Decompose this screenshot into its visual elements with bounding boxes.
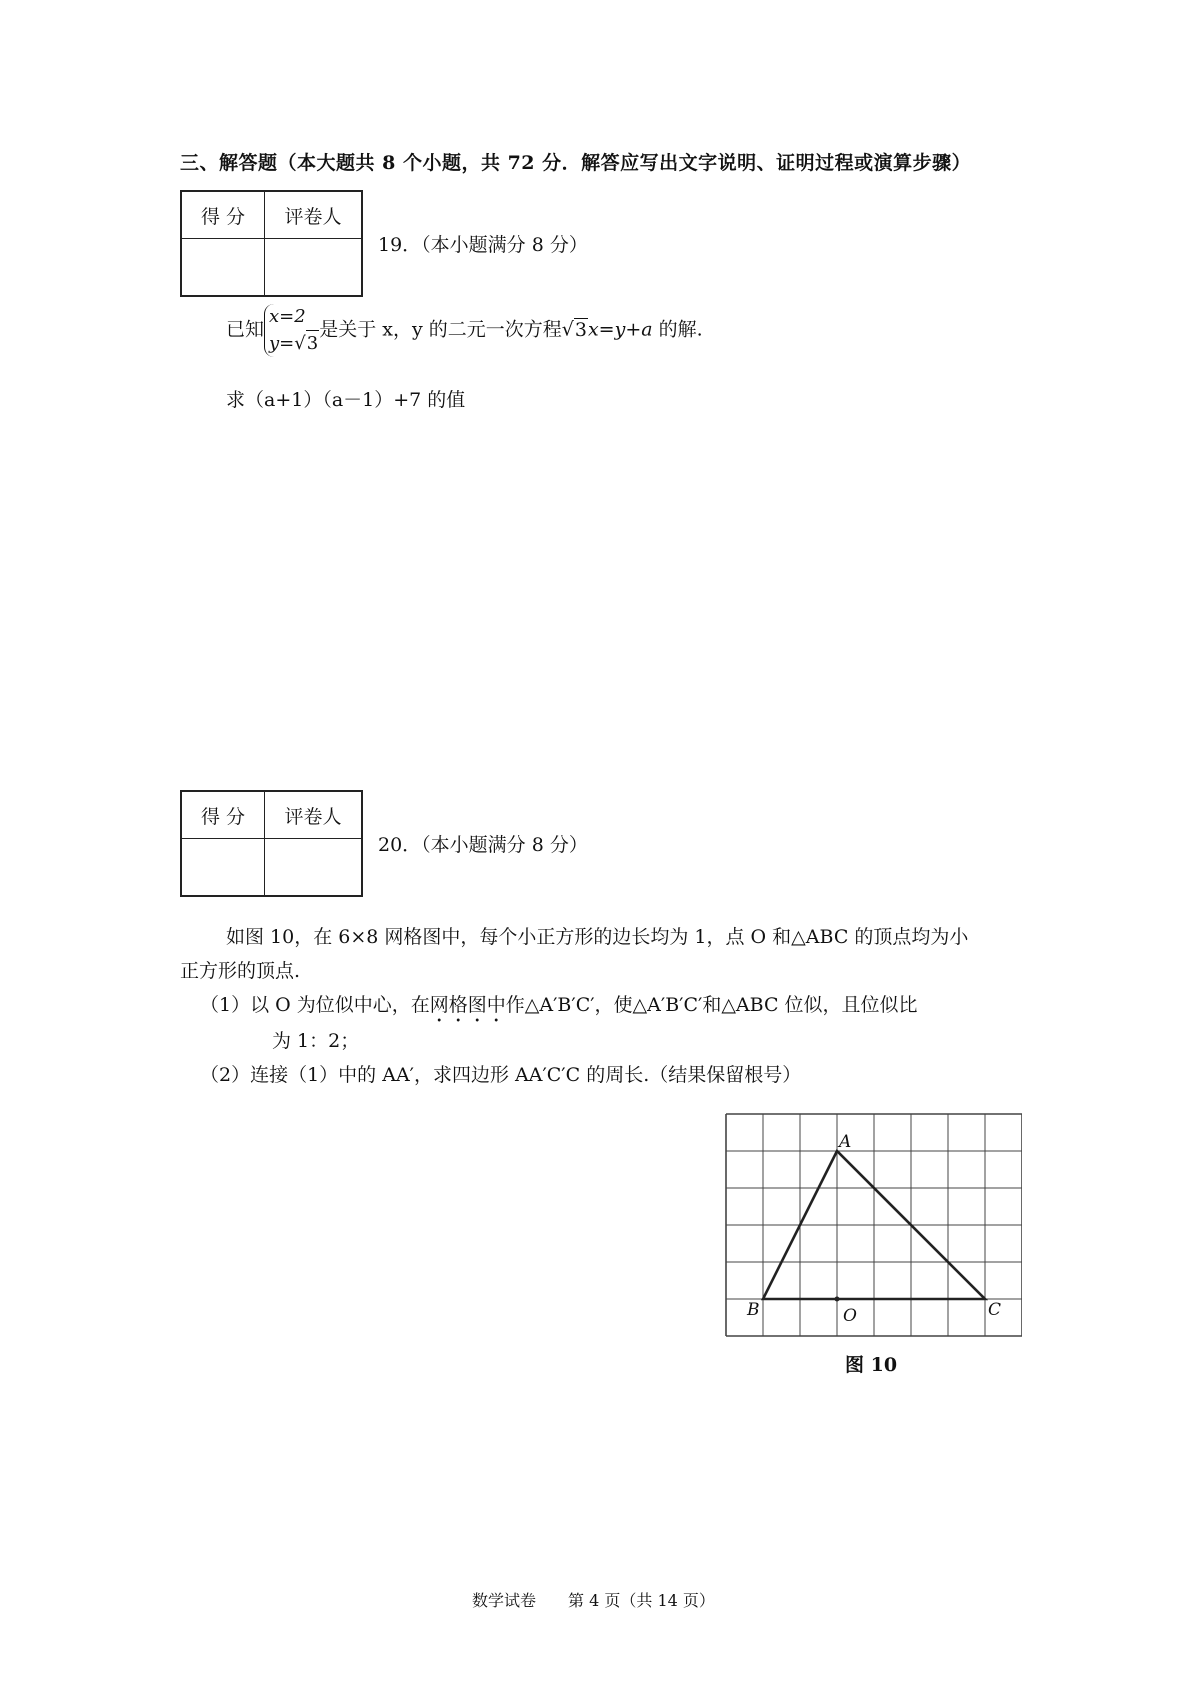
question-20-intro-line-2: 正方形的顶点. xyxy=(180,960,301,982)
known-prefix: 已知 xyxy=(226,318,265,341)
grader-cell[interactable] xyxy=(265,239,363,297)
label-a: A xyxy=(839,1132,852,1152)
equation-system xyxy=(264,304,319,357)
grader-label: 评卷人 xyxy=(265,791,363,839)
grader-cell[interactable] xyxy=(265,839,363,897)
score-cell[interactable] xyxy=(181,839,265,897)
question-19-header: 19．（本小题满分 8 分） xyxy=(378,234,588,256)
question-20-part-1: （1）以 O 为位似中心，在网格图中作△A′B′C′，使△A′B′C′和△ABC 位似，且位似比 xyxy=(200,994,918,1016)
label-c: C xyxy=(988,1300,1002,1320)
score-label: 得 分 xyxy=(181,791,265,839)
score-box-20 xyxy=(180,790,363,897)
sys-line-2: y=√3 xyxy=(269,333,319,354)
eq-radicand: 3 xyxy=(574,318,587,341)
question-20-intro-line-1: 如图 10，在 6×8 网格图中，每个小正方形的边长均为 1，点 O 和△ABC 的顶点均为小 xyxy=(226,926,969,948)
question-20-part-1-line-2: 为 1：2； xyxy=(272,1030,360,1052)
question-20-part-2: （2）连接（1）中的 AA′，求四边形 AA′C′C 的周长.（结果保留根号） xyxy=(200,1064,802,1086)
sys-line-1: x=2 xyxy=(269,306,306,327)
question-19-statement: 已知x=2 y=√3是关于 x，y 的二元一次方程√3x=y+a 的解. xyxy=(226,304,703,357)
figure-caption: 图 10 xyxy=(845,1354,898,1376)
question-20-header: 20．（本小题满分 8 分） xyxy=(378,834,588,856)
score-box-19 xyxy=(180,190,363,297)
label-o: O xyxy=(843,1306,857,1326)
label-b: B xyxy=(747,1300,760,1320)
score-label: 得 分 xyxy=(181,191,265,239)
section-title: 三、解答题（本大题共 8 个小题，共 72 分．解答应写出文字说明、证明过程或演算步骤） xyxy=(180,152,972,174)
figure-10-grid xyxy=(720,1108,1022,1338)
grader-label: 评卷人 xyxy=(265,191,363,239)
point-o xyxy=(835,1297,840,1302)
emphasis-grid: 网格图中 xyxy=(429,994,506,1016)
score-cell[interactable] xyxy=(181,239,265,297)
eq-rest: x=y+a xyxy=(587,318,653,341)
suffix: 的解. xyxy=(652,318,703,341)
question-19-ask: 求（a+1）（a－1）+7 的值 xyxy=(226,389,466,411)
page-footer: 数学试卷 第 4 页（共 14 页） xyxy=(472,1591,715,1610)
mid-text: 是关于 x，y 的二元一次方程 xyxy=(319,318,562,341)
